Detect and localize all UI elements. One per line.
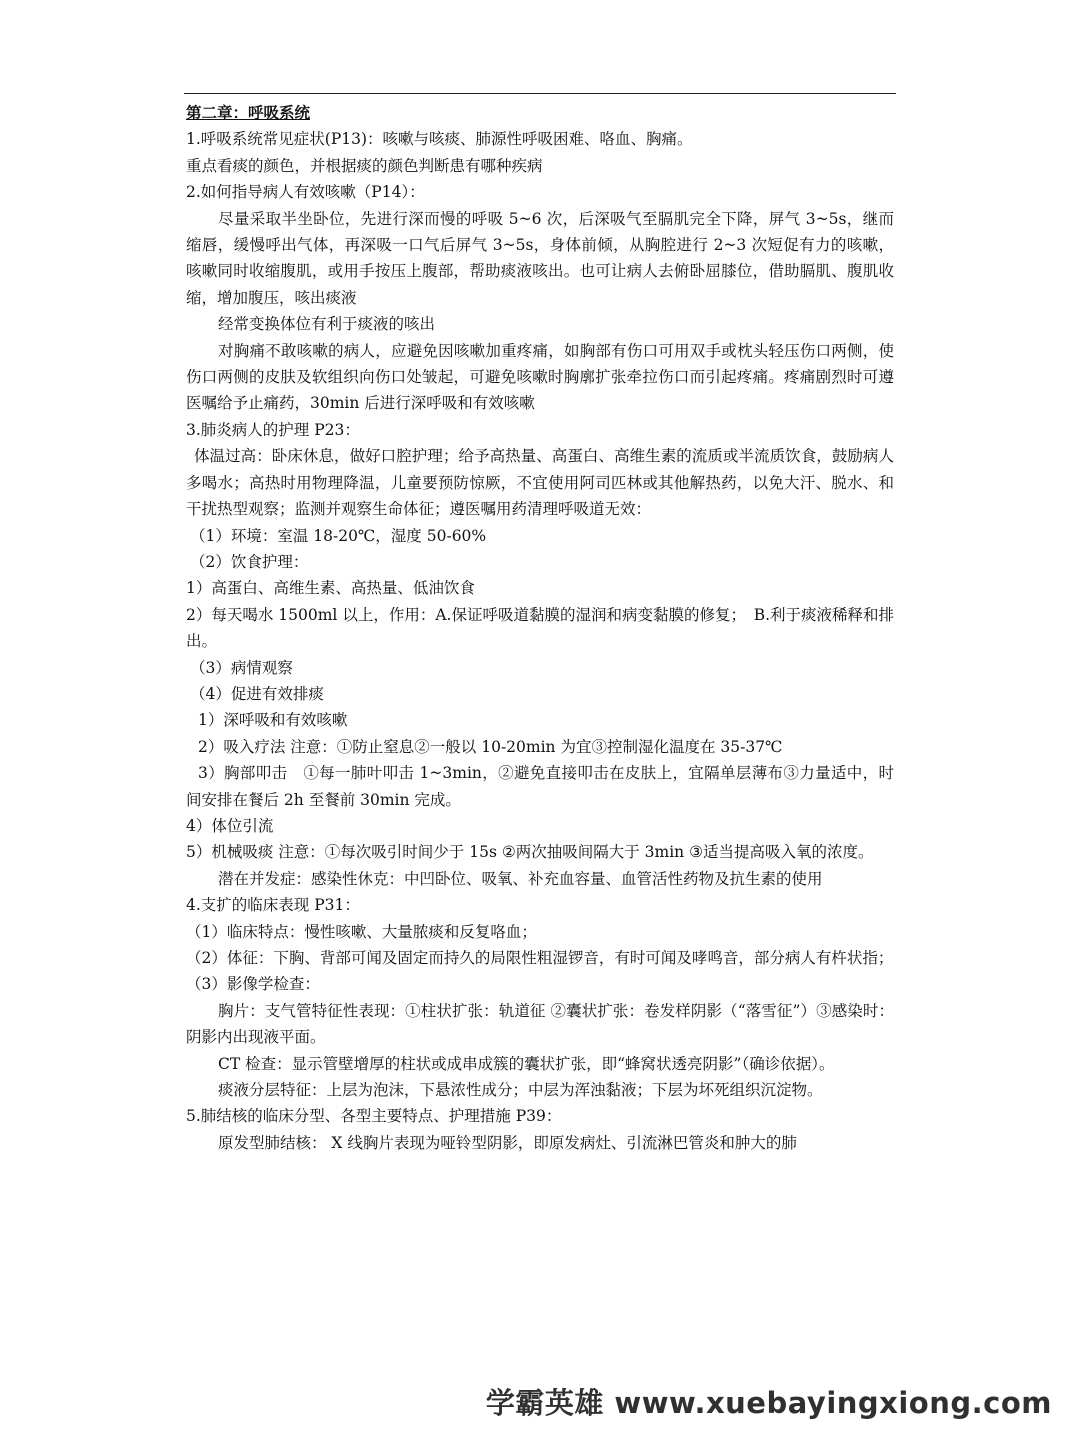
section-5-title: 5.肺结核的临床分型、各型主要特点、护理措施 P39： <box>186 1107 562 1126</box>
section-2-paragraph-2: 经常变换体位有利于痰液的咳出 <box>218 315 436 334</box>
section-3-observation: （3）病情观察 <box>190 658 293 677</box>
section-4-paragraph-2: CT 检查：显示管壁增厚的柱状或成串成簇的囊状扩张，即“蜂窝状透亮阴影”（确诊依据）。 <box>218 1054 835 1073</box>
section-3-diet-item-2: 2）每天喝水 1500ml 以上，作用：A.保证呼吸道黏膜的湿润和病变黏膜的修复； B.利于痰液稀释和排出。 <box>186 605 895 651</box>
section-3-title: 3.肺炎病人的护理 P23： <box>186 420 360 439</box>
watermark-text: 学霸英雄 www.xuebayingxiong.com <box>485 1386 1052 1420</box>
section-3-expectoration-item-5: 5）机械吸痰 注意：①每次吸引时间少于 15s ②两次抽吸间隔大于 3min ③适当提高吸入氧的浓度。 <box>186 843 874 862</box>
section-4-item-1: （1）临床特点：慢性咳嗽、大量脓痰和反复咯血； <box>186 922 537 941</box>
section-2-paragraph-3: 对胸痛不敢咳嗽的病人，应避免因咳嗽加重疼痛，如胸部有伤口可用双手或枕头轻压伤口两侧，使伤口两侧的皮肤及软组织向伤口处皱起，可避免咳嗽时胸廓扩张牵拉伤口而引起疼痛。疼痛剧烈时可遵医嘱给予止痛药，30min 后进行深呼吸和有效咳嗽 <box>186 341 894 413</box>
section-3-complication: 潜在并发症：感染性休克：中凹卧位、吸氧、补充血容量、血管活性药物及抗生素的使用 <box>218 869 823 888</box>
section-4-paragraph-1: 胸片：支气管特征性表现：①柱状扩张：轨道征 ②囊状扩张：卷发样阴影（“落雪征”）③感染时：阴影内出现液平面。 <box>186 1001 894 1047</box>
section-3-expectoration-item-1: 1）深呼吸和有效咳嗽 <box>198 711 348 730</box>
section-1-note: 重点看痰的颜色，并根据痰的颜色判断患有哪种疾病 <box>186 156 543 175</box>
section-3-diet-item-1: 1）高蛋白、高维生素、高热量、低油饮食 <box>186 579 475 598</box>
section-3-expectoration-item-3: 3）胸部叩击 ①每一肺叶叩击 1~3min，②避免直接叩击在皮肤上，宜隔单层薄布③力量适中，时间安排在餐后 2h 至餐前 30min 完成。 <box>186 764 894 809</box>
header-rule <box>184 93 896 94</box>
section-5-paragraph-1: 原发型肺结核： X 线胸片表现为哑铃型阴影，即原发病灶、引流淋巴管炎和肿大的肺 <box>218 1133 797 1152</box>
section-4-item-2: （2）体征：下胸、背部可闻及固定而持久的局限性粗湿锣音，有时可闻及哮鸣音，部分病人有杵状指； <box>186 949 894 967</box>
section-3-expectoration: （4）促进有效排痰 <box>190 684 324 703</box>
section-4-title: 4.支扩的临床表现 P31： <box>186 896 360 915</box>
section-3-expectoration-item-4: 4）体位引流 <box>186 816 274 835</box>
section-3-environment: （1）环境：室温 18-20℃，湿度 50-60% <box>190 526 487 545</box>
section-3-diet: （2）饮食护理： <box>190 552 309 571</box>
section-2-paragraph-1: 尽量采取半坐卧位，先进行深而慢的呼吸 5~6 次，后深吸气至膈肌完全下降，屏气 3~5s，继而缩唇，缓慢呼出气体，再深吸一口气后屏气 3~5s，身体前倾，从胸腔进行 2~3 次短促有力的咳嗽，咳嗽同时收缩腹肌，或用手按压上腹部，帮助痰液咳出。也可让病人去俯卧屈膝位，借助膈肌、腹肌收缩，增加腹压，咳出痰液 <box>186 209 894 307</box>
section-4-paragraph-3: 痰液分层特征：上层为泡沫，下悬浓性成分；中层为浑浊黏液；下层为坏死组织沉淀物。 <box>218 1081 823 1100</box>
section-3-paragraph-1: 体温过高：卧床休息，做好口腔护理；给予高热量、高蛋白、高维生素的流质或半流质饮食，鼓励病人多喝水；高热时用物理降温，儿童要预防惊厥，不宜使用阿司匹林或其他解热药，以免大汗、脱水、和干扰热型观察；监测并观察生命体征；遵医嘱用药清理呼吸道无效： <box>186 447 894 519</box>
chapter-title: 第二章：呼吸系统 <box>186 103 311 122</box>
document-body <box>186 100 894 1156</box>
section-4-item-3: （3）影像学检查： <box>186 975 320 994</box>
section-2-title: 2.如何指导病人有效咳嗽（P14）： <box>186 183 425 202</box>
section-3-expectoration-item-2: 2）吸入疗法 注意：①防止窒息②一般以 10-20min 为宜③控制湿化温度在 35-37℃ <box>198 737 783 756</box>
section-1-title: 1.呼吸系统常见症状(P13)：咳嗽与咳痰、肺源性呼吸困难、咯血、胸痛。 <box>186 130 693 149</box>
